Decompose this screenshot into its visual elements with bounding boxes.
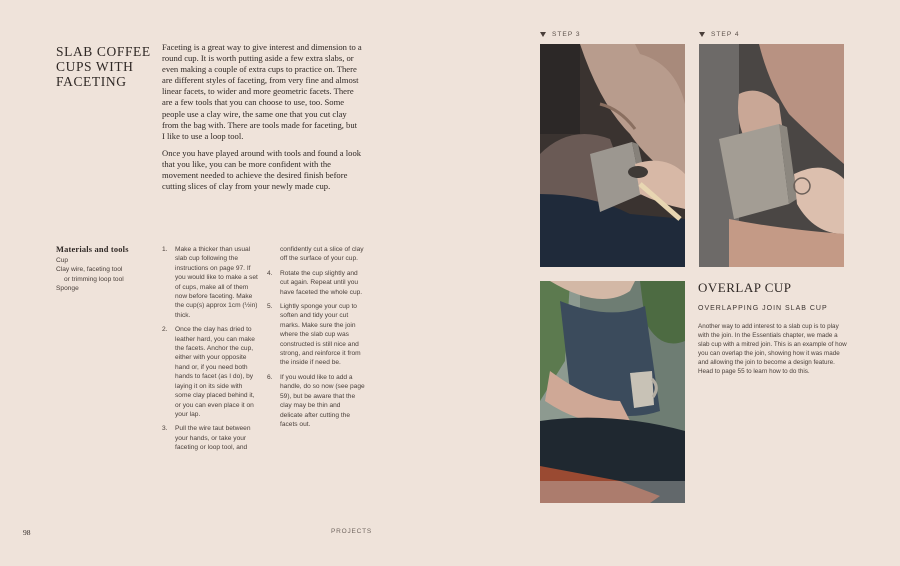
step-item [267, 269, 365, 297]
material-item: Sponge [56, 284, 79, 292]
triangle-down-icon [699, 32, 705, 37]
overlap-cup-photo [540, 281, 685, 503]
step-text: If you would like to add a handle, do so now (see page 59), but be aware that the clay may be thin and delicate after cutting the facets out. [280, 373, 365, 428]
page-title: SLAB COFFEE CUPS WITH FACETING [56, 44, 151, 89]
materials-list [56, 245, 166, 293]
step-3-label [540, 31, 581, 38]
intro-text [162, 42, 362, 198]
step-text: Lightly sponge your cup to soften and tidy your cut marks. Make sure the join where the slab cup was constructed is still nice and strong, and reinforce it from the inside if need be. [280, 303, 361, 367]
step-text: Make a thicker than usual slab cup following the instructions on page 97. If you would like to make a set of cups, make all of them now before faceting. Make the cup(s) approx 1cm (½in) thick. [175, 246, 258, 319]
step-4-photo [699, 44, 844, 267]
material-item: Clay wire, faceting tool [56, 266, 123, 274]
intro-paragraph: Faceting is a great way to give interest and dimension to a round cup. It is worth putting aside a few extra slabs, or even making a couple of extra cups to practice on. There are different styles of faceting, from very fine and almost linear facets, to wider and more geometric facets. There are a few tools that you can choose to use, too. Some people use a clay wire, the same one that you cut clay from the bag with. There are tools made for faceting, but I like to use a loop tool. [162, 42, 362, 141]
step-item [267, 373, 365, 429]
step-text: Rotate the cup slightly and cut again. Repeat until you have faceted the whole cup. [280, 269, 363, 296]
step-number: 3. [162, 425, 168, 433]
section-footer: PROJECTS [331, 528, 373, 535]
step-3-label-text: STEP 3 [552, 31, 581, 38]
page-number: 98 [23, 528, 31, 537]
step-number: 2. [162, 326, 168, 334]
step-4-label-text: STEP 4 [711, 31, 740, 38]
triangle-down-icon [540, 32, 546, 37]
step-text: Pull the wire taut between your hands, or take your faceting or loop tool, and [175, 425, 251, 452]
intro-paragraph: Once you have played around with tools and found a look that you like, you can be more confident with the movement needed to achieve the desired finish before cutting slices of clay from your newly made cup. [162, 147, 362, 192]
step-number: 4. [267, 269, 273, 277]
step-4-label [699, 31, 740, 38]
step-3-photo [540, 44, 685, 267]
step-text: Once the clay has dried to leather hard, you can make the facets. Anchor the cup, either with your opposite hand or, if you need both hands to facet (as I do), by laying it on its side with some clay placed behind it, or you can even place it on your lap. [175, 326, 255, 418]
step-item [267, 302, 365, 368]
step-number: 6. [267, 373, 273, 381]
step-item [162, 245, 260, 320]
step-number: 1. [162, 246, 168, 253]
overlap-cup-subtitle: OVERLAPPING JOIN SLAB CUP [698, 305, 828, 312]
steps-column-1 [162, 245, 260, 458]
step-item [162, 424, 260, 452]
overlap-cup-body: Another way to add interest to a slab cup is to play with the join. In the Essentials chapter, we made a slab cup with a mitred join. This is an example of how you can overlap the join, showing how it was made and allowing the join to become a design feature. Head to page 55 to learn how to do this. [698, 323, 847, 376]
overlap-cup-title: OVERLAP CUP [698, 280, 792, 295]
material-item: Cup [56, 257, 69, 264]
steps-column-2 [267, 245, 365, 434]
step-continuation: confidently cut a slice of clay off the surface of your cup. [280, 246, 364, 263]
material-item: or trimming loop tool [64, 275, 124, 283]
step-number: 5. [267, 303, 273, 311]
step-item [162, 325, 260, 419]
materials-heading: Materials and tools [56, 245, 129, 254]
